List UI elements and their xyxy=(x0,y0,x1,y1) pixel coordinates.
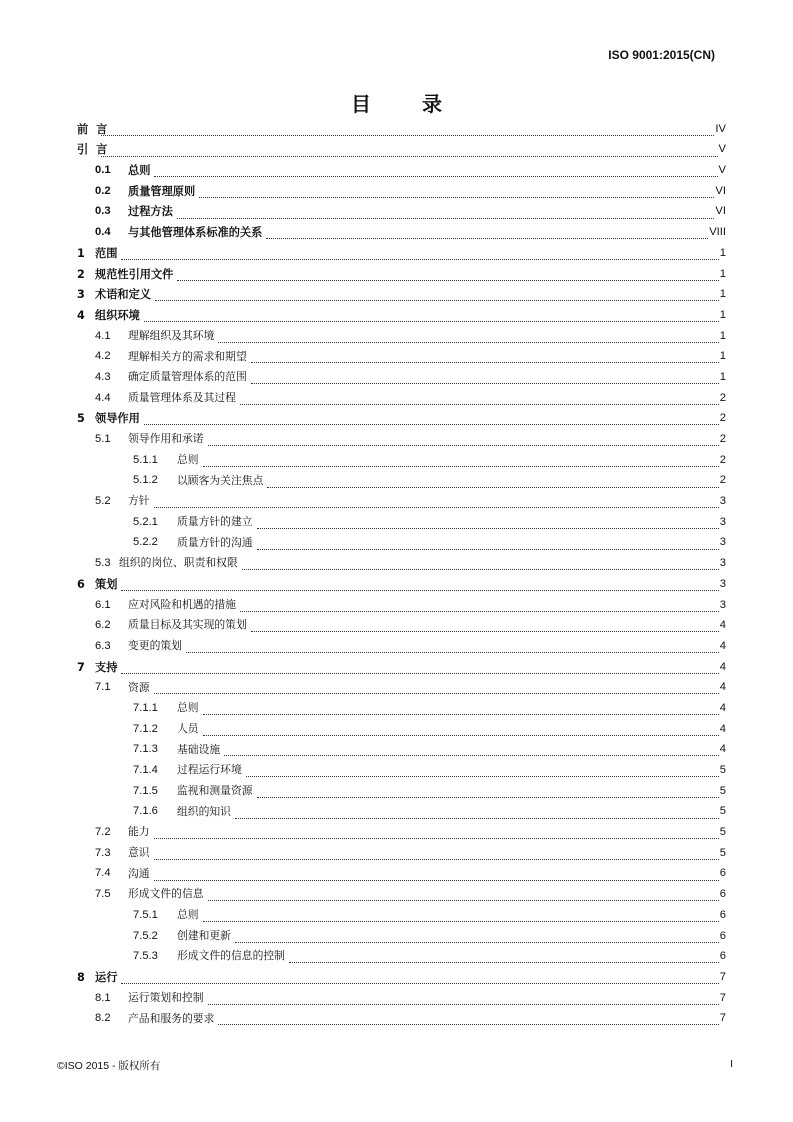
toc-dot-leader xyxy=(101,148,718,157)
toc-dot-leader xyxy=(251,375,719,384)
toc-entry-number: 前 言 xyxy=(77,122,110,136)
toc-entry-number: 5.2.1 xyxy=(133,515,158,528)
toc-entry-page: 3 xyxy=(719,557,726,570)
toc-entry-page: 6 xyxy=(719,908,726,921)
toc-entry-title: 总则 xyxy=(177,452,199,466)
toc-entry-page: 2 xyxy=(719,453,726,466)
toc-entry-number: 6 xyxy=(77,577,85,591)
toc-dot-leader xyxy=(203,458,719,467)
toc-dot-leader xyxy=(154,830,719,839)
toc-entry-number: 7.1.3 xyxy=(133,743,158,756)
toc-entry[interactable] xyxy=(77,822,726,843)
toc-entry[interactable] xyxy=(77,367,726,388)
toc-entry-page: 4 xyxy=(719,701,726,714)
toc-entry-title: 监视和测量资源 xyxy=(177,783,253,797)
document-id: ISO 9001:2015(CN) xyxy=(608,48,715,62)
toc-entry[interactable] xyxy=(77,636,726,657)
toc-entry-number: 4.4 xyxy=(95,391,111,404)
toc-entry-page: 5 xyxy=(719,764,726,777)
toc-dot-leader xyxy=(155,292,719,301)
toc-entry-title: 变更的策划 xyxy=(128,639,182,653)
toc-entry-number: 0.2 xyxy=(95,184,111,197)
toc-dot-leader xyxy=(208,996,719,1005)
toc-entry[interactable] xyxy=(77,740,726,761)
toc-entry[interactable] xyxy=(77,657,726,678)
toc-entry[interactable] xyxy=(77,698,726,719)
toc-entry-title: 运行策划和控制 xyxy=(128,990,204,1004)
toc-dot-leader xyxy=(199,189,714,198)
toc-dot-leader xyxy=(154,872,719,881)
toc-entry-title: 质量方针的建立 xyxy=(177,515,253,528)
toc-entry-title: 组织的岗位、职责和权限 xyxy=(119,556,238,570)
toc-entry-number: 5.1 xyxy=(95,433,111,446)
toc-entry-page: 2 xyxy=(719,474,726,487)
toc-entry-number: 0.3 xyxy=(95,205,111,218)
toc-entry[interactable] xyxy=(77,160,726,181)
toc-entry-title: 产品和服务的要求 xyxy=(128,1011,215,1025)
toc-entry-number: 7.5 xyxy=(95,888,111,901)
toc-dot-leader xyxy=(251,354,719,363)
toc-entry-title: 应对风险和机遇的措施 xyxy=(128,597,236,611)
toc-entry[interactable] xyxy=(77,678,726,699)
toc-entry-title: 基础设施 xyxy=(177,742,221,756)
toc-entry-page: VI xyxy=(715,205,726,218)
toc-entry-number: 5.1.2 xyxy=(133,474,158,487)
toc-entry[interactable] xyxy=(77,140,726,161)
toc-entry-number: 7.5.3 xyxy=(133,950,158,963)
toc-entry-number: 7.2 xyxy=(95,826,111,839)
toc-entry-number: 4.3 xyxy=(95,370,111,383)
toc-entry-title: 能力 xyxy=(128,825,150,839)
toc-entry-number: 3 xyxy=(77,288,85,302)
toc-entry[interactable] xyxy=(77,491,726,512)
toc-entry-title: 支持 xyxy=(95,660,118,674)
toc-dot-leader xyxy=(218,334,718,343)
toc-entry-page: 3 xyxy=(719,495,726,508)
toc-entry[interactable] xyxy=(77,719,726,740)
toc-dot-leader xyxy=(242,561,719,570)
toc-entry-title: 规范性引用文件 xyxy=(95,267,174,281)
toc-entry[interactable] xyxy=(77,802,726,823)
toc-entry[interactable] xyxy=(77,471,726,492)
toc-entry-page: 1 xyxy=(719,329,726,342)
toc-dot-leader xyxy=(208,437,719,446)
toc-entry[interactable] xyxy=(77,429,726,450)
toc-entry-title: 总则 xyxy=(128,164,151,178)
toc-entry-title: 与其他管理体系标准的关系 xyxy=(128,226,263,240)
toc-entry-title: 质量目标及其实现的策划 xyxy=(128,618,247,632)
toc-entry-page: 6 xyxy=(719,929,726,942)
toc-entry-number: 6.2 xyxy=(95,619,111,632)
toc-entry-page: V xyxy=(718,143,726,156)
toc-dot-leader xyxy=(224,747,719,756)
toc-entry[interactable] xyxy=(77,388,726,409)
toc-entry-page: VIII xyxy=(709,226,726,239)
toc-entry-title: 总则 xyxy=(177,908,199,922)
toc-entry[interactable] xyxy=(77,905,726,926)
toc-dot-leader xyxy=(203,727,719,736)
toc-entry-title: 形成文件的信息 xyxy=(128,887,204,901)
toc-title: 目 录 xyxy=(351,92,464,116)
toc-entry[interactable] xyxy=(77,947,726,968)
toc-entry-number: 5.2.2 xyxy=(133,536,158,549)
toc-entry-number: 7.5.1 xyxy=(133,908,158,921)
toc-entry-title: 运行 xyxy=(95,970,118,984)
toc-entry-page: 5 xyxy=(719,805,726,818)
footer-copyright: ©ISO 2015 - 版权所有 xyxy=(57,1060,161,1072)
toc-entry[interactable] xyxy=(77,181,726,202)
toc-dot-leader xyxy=(218,1016,718,1025)
toc-entry-page: 4 xyxy=(719,660,726,673)
toc-entry-title: 范围 xyxy=(95,246,118,260)
toc-entry[interactable] xyxy=(77,616,726,637)
toc-entry-number: 5 xyxy=(77,412,85,426)
toc-entry-title: 形成文件的信息的控制 xyxy=(177,949,285,963)
toc-entry-page: 1 xyxy=(719,288,726,301)
toc-entry[interactable] xyxy=(77,222,726,243)
table-of-contents xyxy=(77,119,726,1029)
toc-entry-title: 理解组织及其环境 xyxy=(128,328,215,342)
toc-entry-title: 质量管理原则 xyxy=(128,184,196,198)
toc-entry-page: 6 xyxy=(719,888,726,901)
toc-entry[interactable] xyxy=(77,243,726,264)
toc-entry-number: 引 言 xyxy=(77,143,110,157)
toc-entry-number: 5.2 xyxy=(95,495,111,508)
toc-entry-page: V xyxy=(718,164,726,177)
toc-entry-number: 7.1.5 xyxy=(133,784,158,797)
toc-entry-page: IV xyxy=(715,122,726,135)
toc-dot-leader xyxy=(251,623,719,632)
toc-dot-leader xyxy=(266,230,708,239)
toc-entry-page: 3 xyxy=(719,536,726,549)
toc-entry-number: 7.4 xyxy=(95,867,111,880)
toc-entry-number: 4.1 xyxy=(95,329,111,342)
toc-entry-number: 1 xyxy=(77,246,85,260)
toc-entry-number: 7.5.2 xyxy=(133,929,158,942)
toc-dot-leader xyxy=(154,851,719,860)
toc-entry-number: 7 xyxy=(77,660,85,674)
toc-entry-title: 沟通 xyxy=(128,866,150,880)
toc-entry[interactable] xyxy=(77,450,726,471)
toc-dot-leader xyxy=(154,168,717,177)
toc-entry[interactable] xyxy=(77,264,726,285)
toc-dot-leader xyxy=(203,706,719,715)
toc-entry-number: 7.1.6 xyxy=(133,805,158,818)
toc-entry-number: 7.1 xyxy=(95,681,111,694)
toc-entry-number: 5.1.1 xyxy=(133,453,158,466)
toc-entry[interactable] xyxy=(77,926,726,947)
toc-dot-leader xyxy=(121,665,718,674)
toc-entry-page: 5 xyxy=(719,784,726,797)
toc-dot-leader xyxy=(177,210,715,219)
toc-entry[interactable] xyxy=(77,843,726,864)
toc-dot-leader xyxy=(101,127,714,136)
toc-entry-page: 4 xyxy=(719,639,726,652)
toc-entry-number: 6.3 xyxy=(95,639,111,652)
toc-entry-page: 3 xyxy=(719,598,726,611)
toc-entry-title: 术语和定义 xyxy=(95,288,151,302)
toc-entry-title: 过程方法 xyxy=(128,205,173,219)
toc-dot-leader xyxy=(121,251,718,260)
toc-entry-title: 以顾客为关注焦点 xyxy=(177,473,264,487)
toc-dot-leader xyxy=(257,541,719,550)
toc-entry-number: 7.1.1 xyxy=(133,701,158,714)
toc-dot-leader xyxy=(289,954,719,963)
toc-dot-leader xyxy=(144,416,719,425)
toc-entry[interactable] xyxy=(77,409,726,430)
toc-entry-page: 1 xyxy=(719,350,726,363)
toc-entry[interactable] xyxy=(77,967,726,988)
toc-dot-leader xyxy=(154,499,719,508)
toc-entry-page: 7 xyxy=(719,991,726,1004)
toc-dot-leader xyxy=(208,892,719,901)
toc-entry-number: 5.3 xyxy=(95,557,111,570)
toc-entry[interactable] xyxy=(77,595,726,616)
toc-entry-number: 0.4 xyxy=(95,226,111,239)
toc-entry-title: 资源 xyxy=(128,680,150,694)
toc-entry[interactable] xyxy=(77,574,726,595)
toc-entry[interactable] xyxy=(77,326,726,347)
toc-dot-leader xyxy=(267,479,718,488)
toc-entry-page: 4 xyxy=(719,619,726,632)
toc-dot-leader xyxy=(154,685,719,694)
toc-entry[interactable] xyxy=(77,781,726,802)
toc-entry[interactable] xyxy=(77,285,726,306)
toc-entry-page: 7 xyxy=(719,970,726,983)
toc-entry-page: 5 xyxy=(719,826,726,839)
toc-entry-number: 2 xyxy=(77,267,85,281)
toc-entry-title: 领导作用和承诺 xyxy=(128,432,204,446)
toc-entry[interactable] xyxy=(77,988,726,1009)
toc-entry-number: 8.1 xyxy=(95,991,111,1004)
toc-dot-leader xyxy=(257,520,719,529)
toc-entry-page: 5 xyxy=(719,846,726,859)
toc-entry-title: 人员 xyxy=(177,721,199,735)
toc-entry-page: 1 xyxy=(719,267,726,280)
toc-entry[interactable] xyxy=(77,347,726,368)
toc-entry-page: 1 xyxy=(719,246,726,259)
toc-entry-page: 6 xyxy=(719,867,726,880)
toc-entry-title: 质量方针的沟通 xyxy=(177,535,253,549)
toc-dot-leader xyxy=(144,313,719,322)
toc-entry-page: 4 xyxy=(719,722,726,735)
toc-entry[interactable] xyxy=(77,864,726,885)
toc-entry-page: 1 xyxy=(719,308,726,321)
toc-entry-number: 4 xyxy=(77,308,85,322)
toc-entry-page: 3 xyxy=(719,577,726,590)
toc-entry-page: 4 xyxy=(719,681,726,694)
toc-entry[interactable] xyxy=(77,884,726,905)
toc-entry[interactable] xyxy=(77,553,726,574)
toc-entry-page: 3 xyxy=(719,515,726,528)
toc-dot-leader xyxy=(186,644,719,653)
toc-entry-number: 8.2 xyxy=(95,1012,111,1025)
toc-dot-leader xyxy=(203,913,719,922)
toc-entry-title: 组织环境 xyxy=(95,308,140,322)
toc-entry-page: 2 xyxy=(719,433,726,446)
toc-entry-title: 领导作用 xyxy=(95,412,140,426)
toc-entry[interactable] xyxy=(77,119,726,140)
toc-entry-title: 组织的知识 xyxy=(177,804,231,818)
toc-entry-page: 7 xyxy=(719,1012,726,1025)
toc-entry-title: 总则 xyxy=(177,701,199,715)
toc-entry-title: 理解相关方的需求和期望 xyxy=(128,349,247,363)
toc-entry-page: 1 xyxy=(719,370,726,383)
toc-entry-number: 7.1.2 xyxy=(133,722,158,735)
toc-entry-number: 0.1 xyxy=(95,164,111,177)
toc-dot-leader xyxy=(235,934,719,943)
toc-entry-title: 意识 xyxy=(128,846,150,859)
toc-entry[interactable] xyxy=(77,305,726,326)
toc-dot-leader xyxy=(246,768,719,777)
toc-entry[interactable] xyxy=(77,1009,726,1030)
toc-dot-leader xyxy=(121,582,718,591)
toc-entry[interactable] xyxy=(77,760,726,781)
toc-entry-title: 策划 xyxy=(95,577,118,591)
toc-entry-number: 7.3 xyxy=(95,846,111,859)
toc-dot-leader xyxy=(177,272,718,281)
toc-entry-title: 过程运行环境 xyxy=(177,763,242,777)
toc-entry-title: 创建和更新 xyxy=(177,928,231,942)
toc-entry-title: 确定质量管理体系的范围 xyxy=(128,370,247,384)
toc-entry-title: 质量管理体系及其过程 xyxy=(128,390,236,404)
footer-page-number: I xyxy=(730,1058,733,1070)
toc-dot-leader xyxy=(121,975,718,984)
toc-entry-number: 6.1 xyxy=(95,598,111,611)
toc-dot-leader xyxy=(240,603,719,612)
toc-entry-page: 4 xyxy=(719,743,726,756)
toc-entry-number: 8 xyxy=(77,970,85,984)
toc-entry-number: 4.2 xyxy=(95,350,111,363)
toc-entry-page: 2 xyxy=(719,412,726,425)
toc-entry-page: 2 xyxy=(719,391,726,404)
toc-entry-page: 6 xyxy=(719,950,726,963)
toc-entry[interactable] xyxy=(77,512,726,533)
toc-dot-leader xyxy=(240,396,719,405)
toc-dot-leader xyxy=(235,810,719,819)
toc-entry[interactable] xyxy=(77,202,726,223)
toc-entry[interactable] xyxy=(77,533,726,554)
toc-entry-number: 7.1.4 xyxy=(133,764,158,777)
toc-entry-title: 方针 xyxy=(128,494,150,508)
toc-entry-page: VI xyxy=(715,184,726,197)
toc-dot-leader xyxy=(257,789,719,798)
